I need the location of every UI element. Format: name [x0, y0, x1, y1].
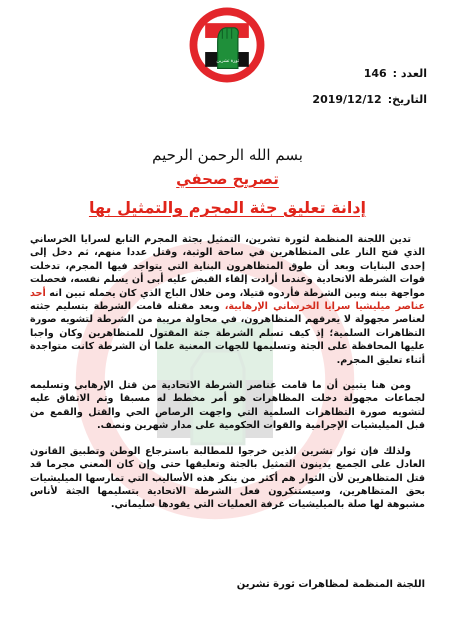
number-value: 146 — [363, 66, 387, 80]
paragraph-1 — [30, 233, 425, 367]
number-row — [317, 60, 427, 86]
paragraph-1-end: وبعد مقتله قامت الشرطة بتسليم جثته لعناصر مجهولة لا يعرفهم المتظاهرون، في محاولة مريبة من الشرطة لتشويه صورة التظاهرات السلمية؛ إذ كيف تسلم الشرطة جثة المقتول للمتظاهرين وكان واجبا عليها المحافظة على الجثة وتسليمها للجهات المعنية علما أن الشرطة كانت متواجدة أثناء تعليق المجرم. — [30, 301, 425, 366]
basmala: بسم الله الرحمن الرحيم — [152, 146, 303, 164]
paragraph-1-highlight: أحد عناصر ميليشيا سرايا الخرساني الإرهابية، — [30, 287, 425, 313]
page-title: تصريح صحفي — [176, 170, 279, 188]
paragraph-2: ومن هنا يتبين أن ما قامت عناصر الشرطة الاتحادية من قتل الإرهابي وتسليمه لجماعات مجهولة دخلت المظاهرات هو أمر مخطط له مسبقا وتم الاتفاق عليه لتشويه صورة التظاهرات السلمية التي واجهت الرصاص الحي والقتل والقمع من قبل الميليشيات الإجرامية والقوات الحكومية على مدار شهرين ونصف. — [30, 380, 425, 432]
statement-body — [30, 233, 425, 524]
revolution-logo — [188, 6, 266, 84]
paragraph-1-start: تدين اللجنة المنظمة لثورة تشرين، التمثيل بجثة المجرم التابع لسرايا الخرساني الذي فتح النار على المتظاهرين في ساحة الوثبة، وقتل عددا منهم، ثم دخل إلى إحدى البنايات وبعد أن طوق المتظاهرون البناية التي يتواجد فيها المجرم، تدخلت قوات الشرطة الاتحادية وعندما أرادت إلقاء القبض عليه أبى أن يسلم نفسه، فحصلت مواجهة بينه وبين الشرطة فأردوه قتيلا، ومن خلال الباج الذي كان يحمله تبين انه — [30, 234, 426, 299]
document-meta — [312, 60, 427, 112]
paragraph-3: ولذلك فإن ثوار تشرين الذين خرجوا للمطالبة باسترجاع الوطن وتطبيق القانون العادل على الجميع يدينون التمثيل بالجثة وتعليقها حتى وإن كان المعني مجرما قد قتل المتظاهرين لأن الثوار هم أكثر من ينكر هذه الأساليب التي تمارسها الميليشيات بحق المتظاهرين، وسيستنكرون فعل الشرطة الاتحادية بتسليمها الجثة لأناس مشبوهة لها صلة بالميليشيات غرفة العمليات التي يقودها سليماني. — [30, 445, 425, 511]
date-label: التاريخ: — [387, 92, 427, 106]
number-label: العدد : — [392, 66, 427, 80]
page-subtitle: إدانة تعليق جثة المجرم والتمثيل بها — [88, 198, 367, 217]
date-row — [312, 86, 427, 112]
date-value: 2019/12/12 — [312, 92, 382, 106]
logo-text: ثورة تشرين — [216, 59, 240, 65]
signature: اللجنة المنظمة لمظاهرات ثورة تشرين — [236, 579, 425, 590]
